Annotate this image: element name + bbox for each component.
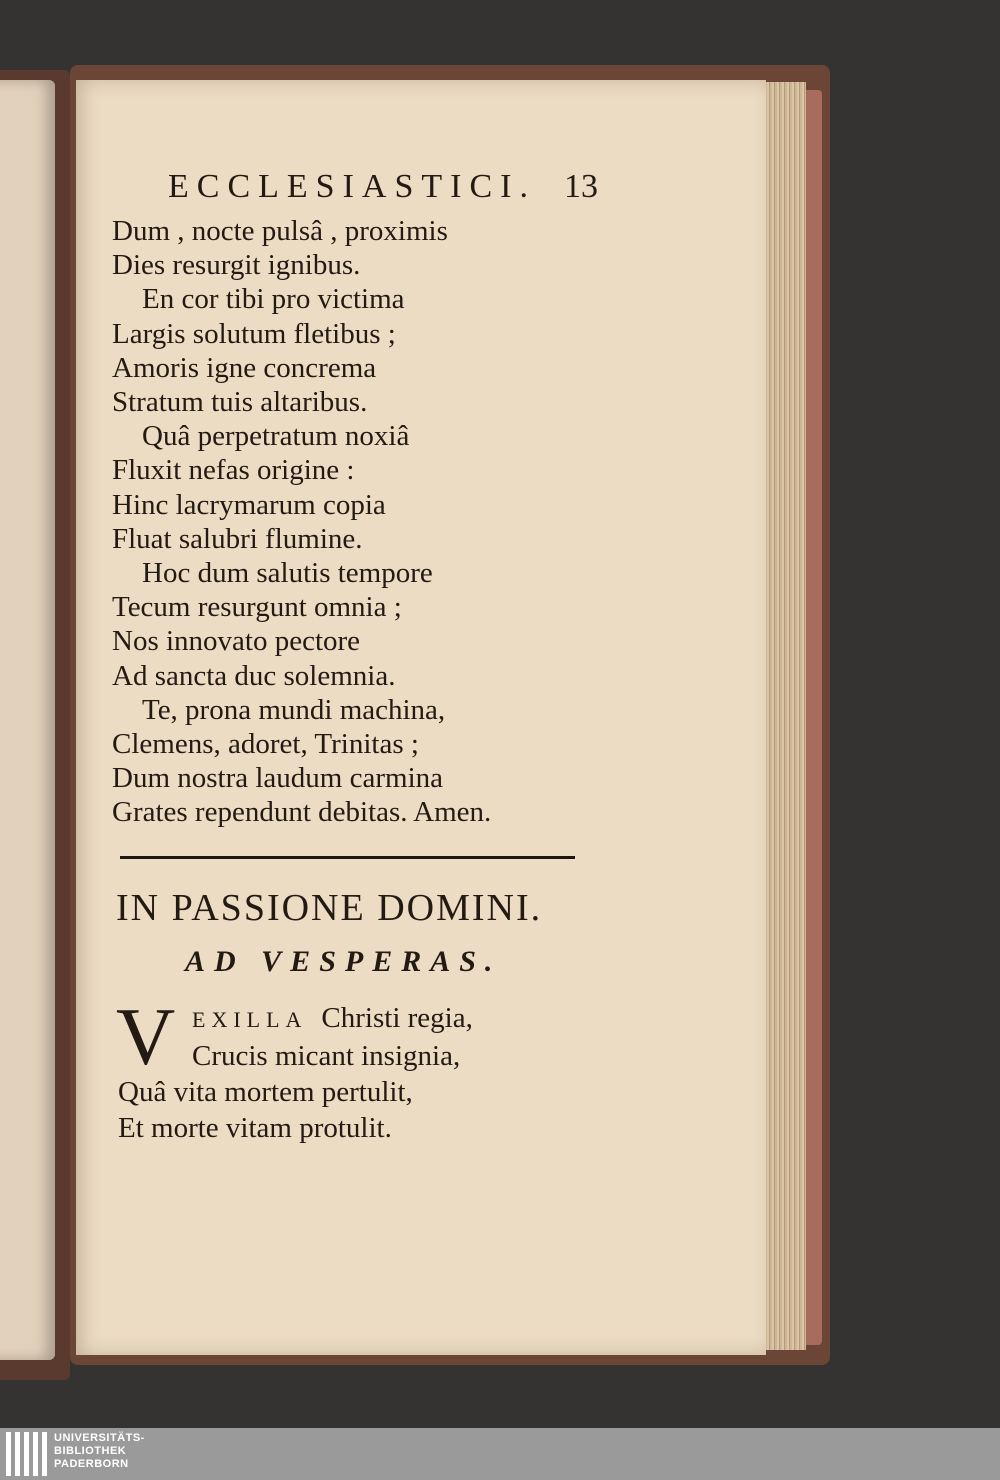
verse-line: Clemens, adoret, Trinitas ; bbox=[112, 728, 419, 761]
verse-line: Dum nostra laudum carmina bbox=[112, 762, 443, 795]
verse-lines bbox=[112, 214, 632, 830]
section-subtitle: AD VESPERAS. bbox=[185, 945, 502, 978]
page-number: 13 bbox=[563, 168, 598, 205]
hymn-first-rest: Christi regia, bbox=[321, 1002, 473, 1034]
hymn-line-1 bbox=[118, 1000, 473, 1038]
left-page-edge bbox=[0, 80, 55, 1360]
hymn-line-4: Et morte vitam protulit. bbox=[118, 1112, 392, 1144]
verse-line: Fluat salubri flumine. bbox=[112, 522, 363, 555]
verse-line: Stratum tuis altaribus. bbox=[112, 386, 368, 419]
library-logo-icon bbox=[6, 1432, 48, 1476]
library-name-line-1: UNIVERSITÄTS- bbox=[54, 1432, 145, 1444]
drop-cap: V bbox=[116, 991, 176, 1082]
library-name-line-2: BIBLIOTHEK bbox=[54, 1445, 127, 1457]
page-edges bbox=[762, 82, 806, 1350]
verse-line: Hinc lacrymarum copia bbox=[112, 488, 386, 521]
section-rule bbox=[120, 856, 575, 859]
verse-block bbox=[112, 160, 632, 830]
verse-line: En cor tibi pro victima bbox=[142, 283, 405, 316]
running-header bbox=[168, 160, 632, 214]
hymn-first-caps: EXILLA bbox=[192, 1007, 308, 1032]
verse-line: Tecum resurgunt omnia ; bbox=[112, 591, 402, 624]
verse-line: Quâ perpetratum noxiâ bbox=[142, 420, 410, 453]
verse-line: Amoris igne concrema bbox=[112, 351, 377, 384]
hymn-line-2: Crucis micant insignia, bbox=[192, 1040, 461, 1072]
section-title: IN PASSIONE DOMINI. bbox=[116, 887, 543, 929]
verse-line: Dum , nocte pulsâ , proximis bbox=[112, 215, 448, 247]
verse-line: Te, prona mundi machina, bbox=[142, 693, 446, 726]
verse-line: Largis solutum fletibus ; bbox=[112, 317, 396, 350]
verse-line: Nos innovato pectore bbox=[112, 625, 361, 658]
verse-line: Ad sancta duc solemnia. bbox=[112, 659, 396, 692]
verse-line: Fluxit nefas origine : bbox=[112, 454, 355, 487]
verse-line: Dies resurgit ignibus. bbox=[112, 249, 361, 282]
library-name bbox=[54, 1432, 145, 1471]
library-footer bbox=[0, 1428, 1000, 1480]
hymn-line-3: Quâ vita mortem pertulit, bbox=[118, 1076, 413, 1108]
verse-line: Grates rependunt debitas. Amen. bbox=[112, 796, 492, 829]
running-title: ECCLESIASTICI. bbox=[168, 168, 536, 205]
hymn-block bbox=[118, 1000, 473, 1146]
library-name-line-3: PADERBORN bbox=[54, 1458, 129, 1470]
verse-line: Hoc dum salutis tempore bbox=[142, 557, 433, 590]
